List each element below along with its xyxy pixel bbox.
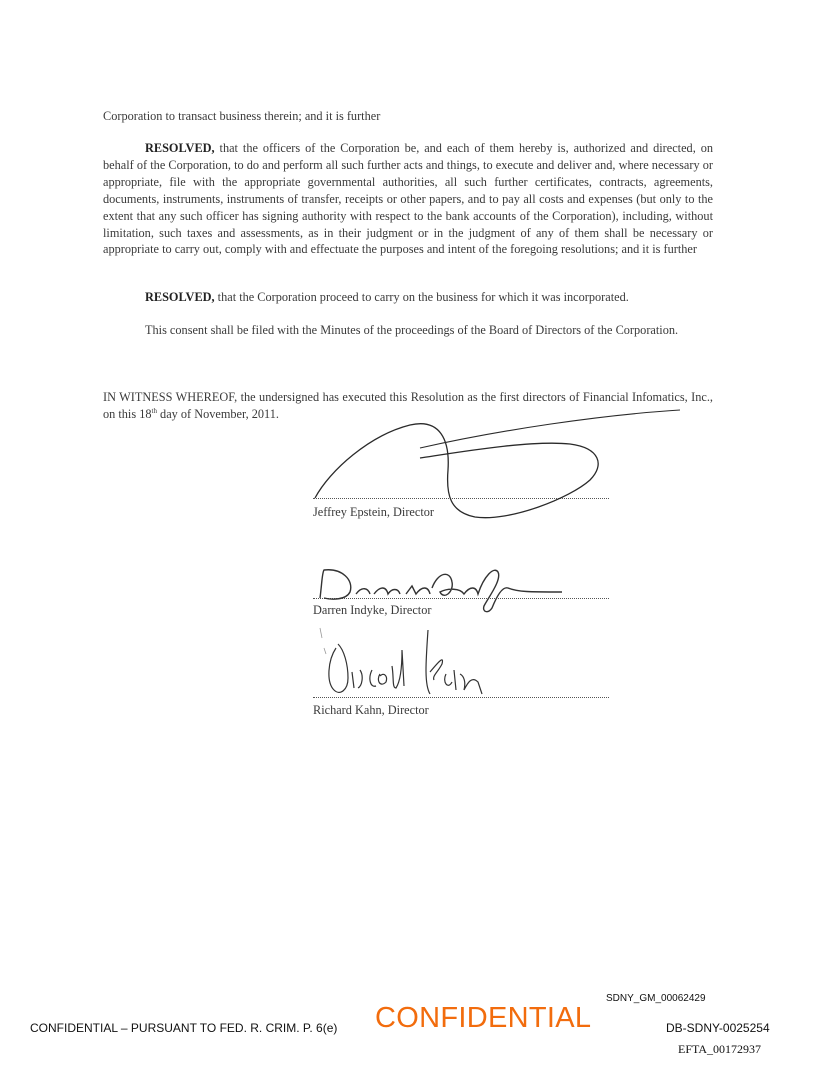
confidential-notice: CONFIDENTIAL – PURSUANT TO FED. R. CRIM. P. 6(e) [30,1021,338,1035]
resolution-paragraph-2 [103,289,713,306]
signature-line [313,498,609,499]
witness-paragraph [103,389,713,423]
signature-line [313,697,609,698]
signatory-name: Darren Indyke, Director [313,603,432,617]
resolution-text: that the officers of the Corporation be, and each of them hereby is, authorized and directed, on behalf of the Corporation, to do and perform all such further acts and things, to execute and deliver and, where necessary or appropriate, file with the appropriate governmental authorities, all such further certificates, contracts, agreements, documents, instruments, instruments of transfer, receipts or other papers, and to pay all costs and expenses (but only to the extent that any such officer has signing authority with respect to the bank accounts of the Corporation), including, without limitation, such taxes and assessments, as in their judgment or in the judgment of any of them shall be necessary or appropriate to carry out, comply with and effectuate the purposes and intent of the foregoing resolutions; and it is further [103,141,713,257]
signatory-name: Richard Kahn, Director [313,703,429,717]
signature-line [313,598,609,599]
confidential-stamp: CONFIDENTIAL [375,1002,592,1034]
paragraph-continuation: Corporation to transact business therein; and it is further [103,109,381,123]
efta-number: EFTA_00172937 [678,1042,762,1056]
db-number: DB-SDNY-0025254 [666,1021,770,1035]
witness-text: IN WITNESS WHEREOF, the undersigned has executed this Resolution as the first directors of Financial Infomatics, Inc., on this 18 [103,390,713,421]
witness-date-text: day of November, 2011. [156,406,279,421]
resolution-text: that the Corporation proceed to carry on the business for which it was incorporated. [214,290,629,304]
ordinal-suffix: th [151,406,157,415]
signature-image-kahn [318,620,518,702]
resolved-label: RESOLVED, [145,141,215,155]
resolved-label: RESOLVED, [145,290,215,304]
consent-paragraph: This consent shall be filed with the Minutes of the proceedings of the Board of Directors of the Corporation. [145,323,679,337]
resolution-paragraph-1 [103,140,713,258]
signatory-name: Jeffrey Epstein, Director [313,505,434,519]
bates-number: SDNY_GM_00062429 [606,993,706,1004]
